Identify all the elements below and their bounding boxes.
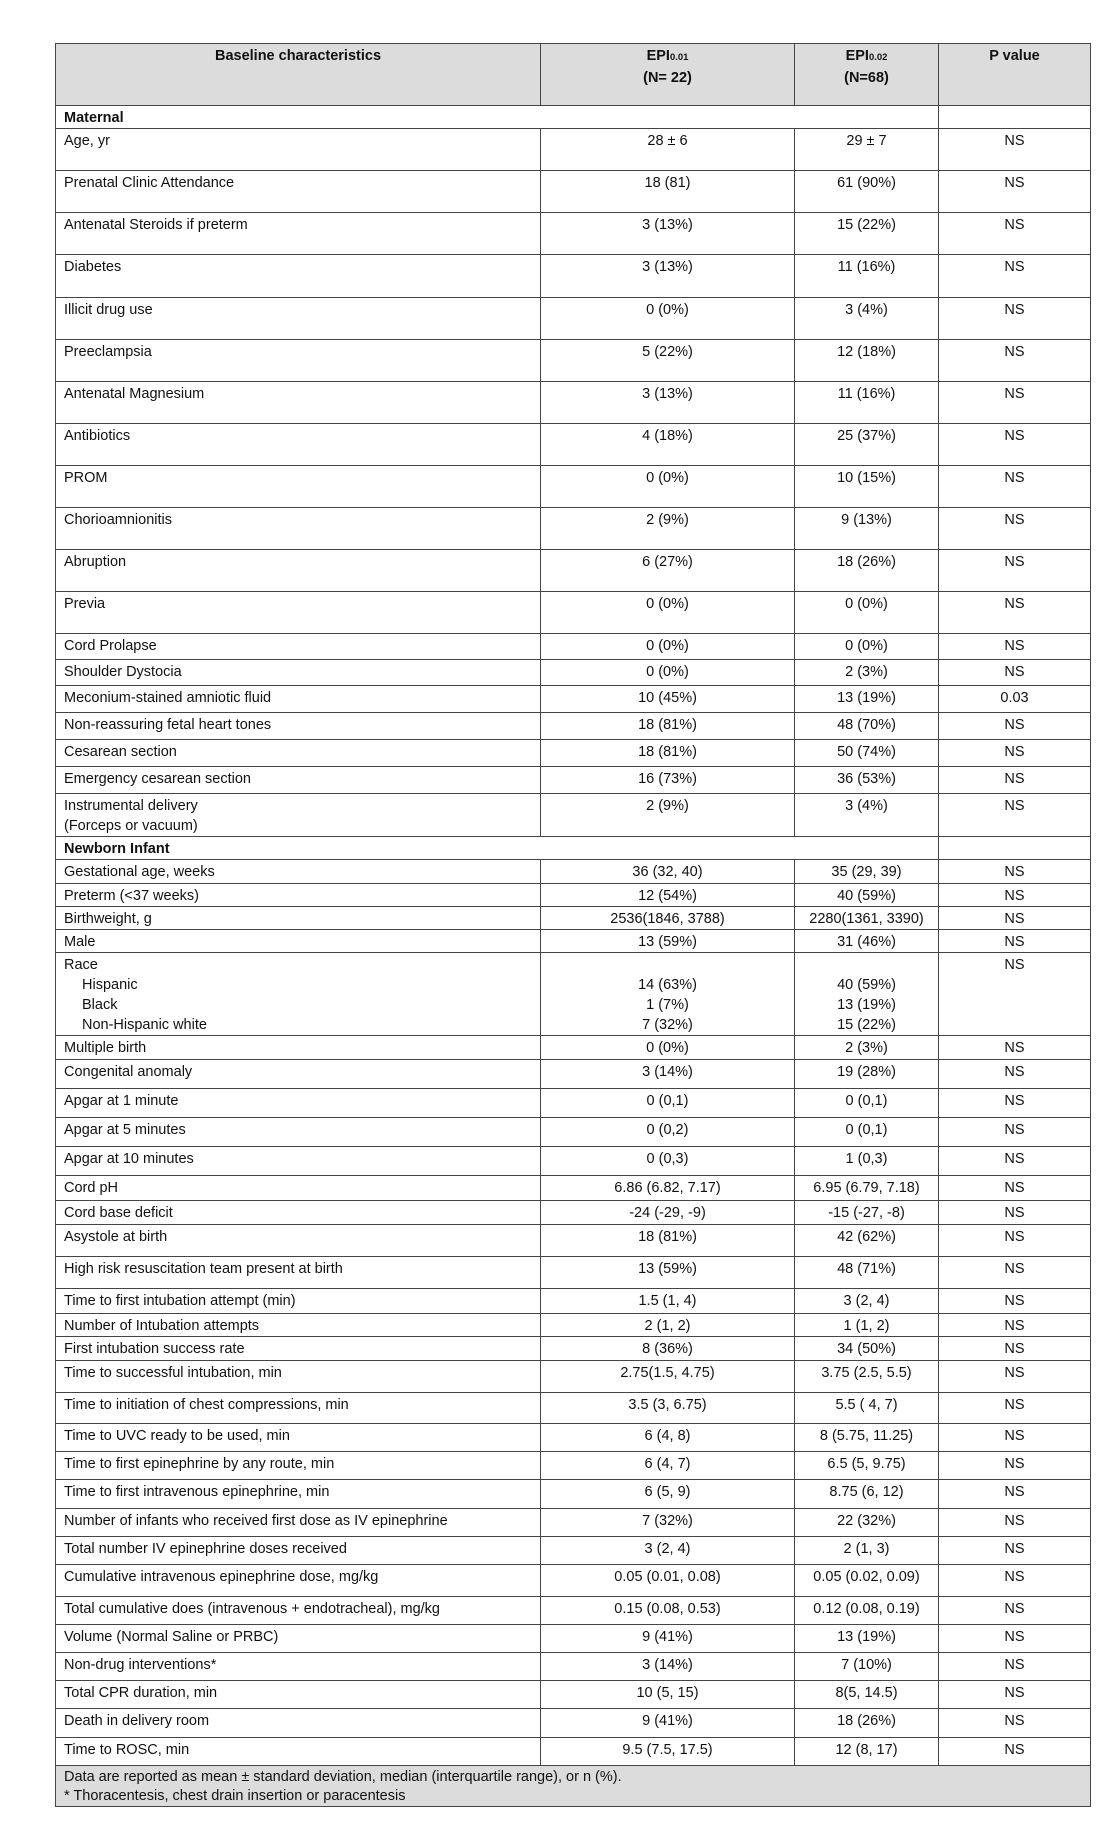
- table-row: [56, 860, 1091, 884]
- row-value-epi-001: 4 (18%): [541, 424, 795, 466]
- table-row: [56, 1537, 1091, 1565]
- row-value-epi-002: 40 (59%): [795, 884, 939, 907]
- row-label: Time to initiation of chest compressions, min: [56, 1393, 541, 1424]
- section-maternal: [56, 106, 1091, 129]
- row-value-epi-001: -24 (-29, -9): [541, 1201, 795, 1225]
- row-value-epi-002: 0 (0,1): [795, 1118, 939, 1147]
- row-value-epi-001: 12 (54%): [541, 884, 795, 907]
- row-value-epi-002: 9 (13%): [795, 508, 939, 550]
- row-value-epi-002: 12 (18%): [795, 340, 939, 382]
- table-row: [56, 1361, 1091, 1393]
- row-value-epi-002: 0 (0%): [795, 592, 939, 634]
- row-label: Cumulative intravenous epinephrine dose, mg/kg: [56, 1565, 541, 1597]
- row-label: Non-drug interventions*: [56, 1653, 541, 1681]
- row-p-value: NS: [939, 1118, 1091, 1147]
- row-p-value: NS: [939, 1089, 1091, 1118]
- row-value-epi-001: 0 (0%): [541, 1036, 795, 1060]
- row-value-epi-002: 11 (16%): [795, 382, 939, 424]
- row-p-value: NS: [939, 1176, 1091, 1201]
- table-row: [56, 1681, 1091, 1709]
- row-p-value: NS: [939, 1257, 1091, 1289]
- race-sub-label: Non-Hispanic white: [82, 1017, 207, 1033]
- row-value-epi-002: 50 (74%): [795, 740, 939, 767]
- row-value-epi-002: 31 (46%): [795, 930, 939, 953]
- table-row: [56, 213, 1091, 255]
- section-label: Newborn Infant: [56, 837, 939, 860]
- row-value-epi-001: 28 ± 6: [541, 129, 795, 171]
- row-value-epi-001: 6 (5, 9): [541, 1480, 795, 1509]
- row-label: Abruption: [56, 550, 541, 592]
- row-p-value: NS: [939, 129, 1091, 171]
- row-p-value: NS: [939, 1681, 1091, 1709]
- table-row: [56, 508, 1091, 550]
- row-value-epi-002: 36 (53%): [795, 767, 939, 794]
- baseline-characteristics-table: [55, 43, 1091, 1807]
- table-row: [56, 129, 1091, 171]
- row-value-epi-001: 2 (1, 2): [541, 1314, 795, 1337]
- row-label: Age, yr: [56, 129, 541, 171]
- row-value-epi-001: 18 (81%): [541, 713, 795, 740]
- race-sub-label: Black: [82, 997, 118, 1013]
- row-value-epi-002: 48 (71%): [795, 1257, 939, 1289]
- table-row: [56, 660, 1091, 686]
- row-value-epi-002: 3 (4%): [795, 298, 939, 340]
- footnote-row: [56, 1766, 1091, 1807]
- row-p-value: NS: [939, 1393, 1091, 1424]
- row-label: Total CPR duration, min: [56, 1681, 541, 1709]
- table-row: [56, 1337, 1091, 1361]
- row-value-epi-002: 8 (5.75, 11.25): [795, 1424, 939, 1452]
- row-p-value: NS: [939, 907, 1091, 930]
- row-label: Time to first intravenous epinephrine, min: [56, 1480, 541, 1509]
- table-body: [56, 106, 1091, 1807]
- row-value-epi-001: 0.15 (0.08, 0.53): [541, 1597, 795, 1625]
- header-p-value: P value: [939, 44, 1091, 106]
- table-row: [56, 1225, 1091, 1257]
- table-row: [56, 1089, 1091, 1118]
- table-row: [56, 1060, 1091, 1089]
- header-epi-002: [795, 44, 939, 106]
- row-p-value: NS: [939, 930, 1091, 953]
- row-value-epi-002: 13 (19%): [795, 686, 939, 713]
- table-row: [56, 794, 1091, 837]
- row-p-value: NS: [939, 660, 1091, 686]
- row-p-value: NS: [939, 1036, 1091, 1060]
- row-label: Birthweight, g: [56, 907, 541, 930]
- row-value-epi-002: 2 (3%): [795, 660, 939, 686]
- row-value-epi-001: 3 (13%): [541, 382, 795, 424]
- row-label: Gestational age, weeks: [56, 860, 541, 884]
- row-p-value: NS: [939, 340, 1091, 382]
- table-row: [56, 884, 1091, 907]
- row-value-epi-001: 0 (0,3): [541, 1147, 795, 1176]
- row-value-epi-002: 18 (26%): [795, 1709, 939, 1738]
- table-row: [56, 1625, 1091, 1653]
- row-value-epi-001: 0 (0%): [541, 592, 795, 634]
- row-value-epi-001: 13 (59%): [541, 930, 795, 953]
- row-p-value: NS: [939, 1509, 1091, 1537]
- row-p-value: NS: [939, 1147, 1091, 1176]
- footnote-line-2: * Thoracentesis, chest drain insertion or paracentesis: [64, 1788, 406, 1804]
- row-value-epi-002: 29 ± 7: [795, 129, 939, 171]
- row-value-epi-002: 0.05 (0.02, 0.09): [795, 1565, 939, 1597]
- race-sub-epi-002: 15 (22%): [837, 1017, 896, 1033]
- row-p-value: NS: [939, 213, 1091, 255]
- row-p-value: 0.03: [939, 686, 1091, 713]
- row-value-epi-002: 3 (2, 4): [795, 1289, 939, 1314]
- row-p-value: NS: [939, 171, 1091, 213]
- row-label: Time to ROSC, min: [56, 1738, 541, 1766]
- table-row: [56, 382, 1091, 424]
- table-row: [56, 466, 1091, 508]
- row-value-epi-001: 18 (81%): [541, 1225, 795, 1257]
- row-label: Cord Prolapse: [56, 634, 541, 660]
- header-epi-002-n: (N=68): [844, 70, 889, 86]
- row-p-value: NS: [939, 1060, 1091, 1089]
- table-row: [56, 1118, 1091, 1147]
- row-p-value: NS: [939, 1597, 1091, 1625]
- row-label: Male: [56, 930, 541, 953]
- section-empty-cell: [939, 837, 1091, 860]
- row-value-epi-002: 0 (0%): [795, 634, 939, 660]
- table-row: [56, 424, 1091, 466]
- row-p-value: NS: [939, 1480, 1091, 1509]
- row-value-epi-001: 2 (9%): [541, 508, 795, 550]
- row-p-value: NS: [939, 860, 1091, 884]
- table-row: [56, 550, 1091, 592]
- row-p-value: NS: [939, 1337, 1091, 1361]
- row-value-epi-002: 2 (1, 3): [795, 1537, 939, 1565]
- row-value-epi-002: 42 (62%): [795, 1225, 939, 1257]
- row-value-epi-002: 2280(1361, 3390): [795, 907, 939, 930]
- row-value-epi-001: 10 (45%): [541, 686, 795, 713]
- row-p-value: NS: [939, 794, 1091, 837]
- table-row: [56, 1393, 1091, 1424]
- row-value-epi-001: 0 (0,1): [541, 1089, 795, 1118]
- table-row: [56, 634, 1091, 660]
- row-label: Preterm (<37 weeks): [56, 884, 541, 907]
- row-value-epi-002: 8(5, 14.5): [795, 1681, 939, 1709]
- row-value-epi-002: -15 (-27, -8): [795, 1201, 939, 1225]
- race-epi-002-cell: [795, 953, 939, 1036]
- section-label: Maternal: [56, 106, 939, 129]
- row-value-epi-001: 3.5 (3, 6.75): [541, 1393, 795, 1424]
- row-p-value: NS: [939, 1709, 1091, 1738]
- section-empty-cell: [939, 106, 1091, 129]
- row-label: Time to successful intubation, min: [56, 1361, 541, 1393]
- row-value-epi-002: 0 (0,1): [795, 1089, 939, 1118]
- race-sub-epi-002: 13 (19%): [837, 997, 896, 1013]
- race-epi-001-cell: [541, 953, 795, 1036]
- row-value-epi-002: 0.12 (0.08, 0.19): [795, 1597, 939, 1625]
- row-label: Antenatal Magnesium: [56, 382, 541, 424]
- row-p-value: NS: [939, 1537, 1091, 1565]
- row-value-epi-002: 19 (28%): [795, 1060, 939, 1089]
- table-row: [56, 740, 1091, 767]
- table-row: [56, 713, 1091, 740]
- table-row: [56, 1653, 1091, 1681]
- row-label: Non-reassuring fetal heart tones: [56, 713, 541, 740]
- row-value-epi-001: 6 (27%): [541, 550, 795, 592]
- row-p-value: NS: [939, 424, 1091, 466]
- table-row: [56, 1597, 1091, 1625]
- row-label: Death in delivery room: [56, 1709, 541, 1738]
- row-value-epi-002: 7 (10%): [795, 1653, 939, 1681]
- row-value-epi-001: 0 (0%): [541, 634, 795, 660]
- row-value-epi-002: 25 (37%): [795, 424, 939, 466]
- row-p-value: NS: [939, 382, 1091, 424]
- row-label: Preeclampsia: [56, 340, 541, 382]
- race-sub-epi-002: 40 (59%): [837, 977, 896, 993]
- row-value-epi-002: 18 (26%): [795, 550, 939, 592]
- row-label: Cord base deficit: [56, 1201, 541, 1225]
- row-p-value: NS: [939, 298, 1091, 340]
- row-p-value: NS: [939, 1424, 1091, 1452]
- race-row: [56, 953, 1091, 1036]
- row-p-value: NS: [939, 1225, 1091, 1257]
- header-epi-001-n: (N= 22): [643, 70, 692, 86]
- row-label: Shoulder Dystocia: [56, 660, 541, 686]
- row-p-value: NS: [939, 1201, 1091, 1225]
- row-label: PROM: [56, 466, 541, 508]
- table-row: [56, 1424, 1091, 1452]
- table-row: [56, 1452, 1091, 1480]
- row-p-value: NS: [939, 592, 1091, 634]
- row-label: Antenatal Steroids if preterm: [56, 213, 541, 255]
- table-row: [56, 592, 1091, 634]
- race-sub-epi-001: 7 (32%): [642, 1017, 693, 1033]
- row-label: Previa: [56, 592, 541, 634]
- row-label: Illicit drug use: [56, 298, 541, 340]
- race-spacer: [549, 955, 786, 975]
- row-value-epi-002: 10 (15%): [795, 466, 939, 508]
- row-value-epi-001: 5 (22%): [541, 340, 795, 382]
- row-label: Chorioamnionitis: [56, 508, 541, 550]
- row-value-epi-001: 6 (4, 8): [541, 1424, 795, 1452]
- row-label: Multiple birth: [56, 1036, 541, 1060]
- row-p-value: NS: [939, 1314, 1091, 1337]
- row-value-epi-001: 0 (0%): [541, 298, 795, 340]
- row-value-epi-001: 9.5 (7.5, 17.5): [541, 1738, 795, 1766]
- row-p-value: NS: [939, 1289, 1091, 1314]
- row-p-value: NS: [939, 1625, 1091, 1653]
- header-row: [56, 44, 1091, 106]
- row-p-value: NS: [939, 884, 1091, 907]
- row-value-epi-002: 15 (22%): [795, 213, 939, 255]
- race-label-cell: [56, 953, 541, 1036]
- table-row: [56, 340, 1091, 382]
- race-p-value: NS: [939, 953, 1091, 1036]
- row-value-epi-002: 11 (16%): [795, 255, 939, 298]
- row-p-value: NS: [939, 634, 1091, 660]
- table-row: [56, 1257, 1091, 1289]
- row-value-epi-002: 22 (32%): [795, 1509, 939, 1537]
- row-value-epi-001: 3 (14%): [541, 1653, 795, 1681]
- header-epi-001-label: EPI: [646, 48, 670, 64]
- row-label: Meconium-stained amniotic fluid: [56, 686, 541, 713]
- row-label: Total cumulative does (intravenous + endotracheal), mg/kg: [56, 1597, 541, 1625]
- row-value-epi-001: 6.86 (6.82, 7.17): [541, 1176, 795, 1201]
- row-label: Apgar at 1 minute: [56, 1089, 541, 1118]
- row-value-epi-002: 34 (50%): [795, 1337, 939, 1361]
- table-row: [56, 171, 1091, 213]
- row-value-epi-001: 9 (41%): [541, 1625, 795, 1653]
- table-row: [56, 255, 1091, 298]
- row-label: Time to first intubation attempt (min): [56, 1289, 541, 1314]
- row-label: Time to first epinephrine by any route, min: [56, 1452, 541, 1480]
- baseline-table-container: [55, 43, 1090, 1807]
- row-p-value: NS: [939, 1452, 1091, 1480]
- row-label: High risk resuscitation team present at birth: [56, 1257, 541, 1289]
- race-sub-epi-001: 14 (63%): [638, 977, 697, 993]
- row-p-value: NS: [939, 550, 1091, 592]
- footnote-cell: [56, 1766, 1091, 1807]
- row-value-epi-002: 13 (19%): [795, 1625, 939, 1653]
- race-label: Race: [64, 957, 98, 973]
- table-row: [56, 1480, 1091, 1509]
- header-epi-001: [541, 44, 795, 106]
- race-sub-label: Hispanic: [82, 977, 138, 993]
- row-value-epi-002: 1 (1, 2): [795, 1314, 939, 1337]
- row-label: Congenital anomaly: [56, 1060, 541, 1089]
- row-label: Antibiotics: [56, 424, 541, 466]
- row-value-epi-002: 61 (90%): [795, 171, 939, 213]
- table-row: [56, 1709, 1091, 1738]
- row-value-epi-001: 3 (13%): [541, 213, 795, 255]
- row-p-value: NS: [939, 767, 1091, 794]
- row-value-epi-001: 16 (73%): [541, 767, 795, 794]
- row-value-epi-001: 2.75(1.5, 4.75): [541, 1361, 795, 1393]
- row-label: Cesarean section: [56, 740, 541, 767]
- row-label: Total number IV epinephrine doses received: [56, 1537, 541, 1565]
- row-label: Prenatal Clinic Attendance: [56, 171, 541, 213]
- row-value-epi-001: 18 (81%): [541, 740, 795, 767]
- race-spacer: [803, 955, 930, 975]
- row-label: Cord pH: [56, 1176, 541, 1201]
- table-row: [56, 1738, 1091, 1766]
- table-row: [56, 930, 1091, 953]
- row-value-epi-002: 35 (29, 39): [795, 860, 939, 884]
- header-characteristics: Baseline characteristics: [56, 44, 541, 106]
- table-row: [56, 1509, 1091, 1537]
- row-value-epi-001: 1.5 (1, 4): [541, 1289, 795, 1314]
- row-value-epi-001: 36 (32, 40): [541, 860, 795, 884]
- row-label: Instrumental delivery (Forceps or vacuum): [56, 794, 541, 837]
- row-value-epi-001: 2 (9%): [541, 794, 795, 837]
- row-label: Apgar at 10 minutes: [56, 1147, 541, 1176]
- row-label: Diabetes: [56, 255, 541, 298]
- row-value-epi-002: 2 (3%): [795, 1036, 939, 1060]
- row-value-epi-002: 3.75 (2.5, 5.5): [795, 1361, 939, 1393]
- row-value-epi-001: 0 (0%): [541, 466, 795, 508]
- row-label: First intubation success rate: [56, 1337, 541, 1361]
- row-value-epi-002: 12 (8, 17): [795, 1738, 939, 1766]
- row-value-epi-001: 9 (41%): [541, 1709, 795, 1738]
- row-p-value: NS: [939, 1738, 1091, 1766]
- row-label: Number of Intubation attempts: [56, 1314, 541, 1337]
- row-p-value: NS: [939, 255, 1091, 298]
- row-p-value: NS: [939, 466, 1091, 508]
- table-row: [56, 1176, 1091, 1201]
- row-value-epi-001: 10 (5, 15): [541, 1681, 795, 1709]
- row-value-epi-002: 1 (0,3): [795, 1147, 939, 1176]
- row-value-epi-001: 3 (2, 4): [541, 1537, 795, 1565]
- row-p-value: NS: [939, 508, 1091, 550]
- race-sub-epi-001: 1 (7%): [646, 997, 689, 1013]
- row-value-epi-002: 6.5 (5, 9.75): [795, 1452, 939, 1480]
- row-p-value: NS: [939, 713, 1091, 740]
- table-row: [56, 686, 1091, 713]
- row-label: Apgar at 5 minutes: [56, 1118, 541, 1147]
- row-value-epi-001: 2536(1846, 3788): [541, 907, 795, 930]
- table-row: [56, 1565, 1091, 1597]
- table-row: [56, 1289, 1091, 1314]
- header-epi-001-subscript: 0.01: [669, 52, 689, 63]
- table-row: [56, 1036, 1091, 1060]
- row-p-value: NS: [939, 740, 1091, 767]
- row-value-epi-002: 5.5 ( 4, 7): [795, 1393, 939, 1424]
- table-row: [56, 767, 1091, 794]
- row-label: Emergency cesarean section: [56, 767, 541, 794]
- section-newborn-infant: [56, 837, 1091, 860]
- row-value-epi-002: 3 (4%): [795, 794, 939, 837]
- row-p-value: NS: [939, 1653, 1091, 1681]
- row-p-value: NS: [939, 1565, 1091, 1597]
- row-value-epi-002: 6.95 (6.79, 7.18): [795, 1176, 939, 1201]
- row-label: Volume (Normal Saline or PRBC): [56, 1625, 541, 1653]
- row-label: Asystole at birth: [56, 1225, 541, 1257]
- table-row: [56, 1201, 1091, 1225]
- footnote-line-1: Data are reported as mean ± standard deviation, median (interquartile range), or n (%).: [64, 1769, 622, 1785]
- row-value-epi-001: 6 (4, 7): [541, 1452, 795, 1480]
- table-row: [56, 907, 1091, 930]
- row-label: Number of infants who received first dose as IV epinephrine: [56, 1509, 541, 1537]
- row-value-epi-001: 0 (0,2): [541, 1118, 795, 1147]
- row-value-epi-001: 8 (36%): [541, 1337, 795, 1361]
- row-value-epi-001: 7 (32%): [541, 1509, 795, 1537]
- row-value-epi-002: 8.75 (6, 12): [795, 1480, 939, 1509]
- row-value-epi-001: 3 (14%): [541, 1060, 795, 1089]
- header-epi-002-label: EPI: [845, 48, 869, 64]
- row-label: Time to UVC ready to be used, min: [56, 1424, 541, 1452]
- header-epi-002-subscript: 0.02: [868, 52, 888, 63]
- table-row: [56, 1147, 1091, 1176]
- row-value-epi-002: 48 (70%): [795, 713, 939, 740]
- row-value-epi-001: 13 (59%): [541, 1257, 795, 1289]
- row-value-epi-001: 0 (0%): [541, 660, 795, 686]
- row-value-epi-001: 0.05 (0.01, 0.08): [541, 1565, 795, 1597]
- row-value-epi-001: 3 (13%): [541, 255, 795, 298]
- row-value-epi-001: 18 (81): [541, 171, 795, 213]
- row-p-value: NS: [939, 1361, 1091, 1393]
- table-row: [56, 298, 1091, 340]
- table-row: [56, 1314, 1091, 1337]
